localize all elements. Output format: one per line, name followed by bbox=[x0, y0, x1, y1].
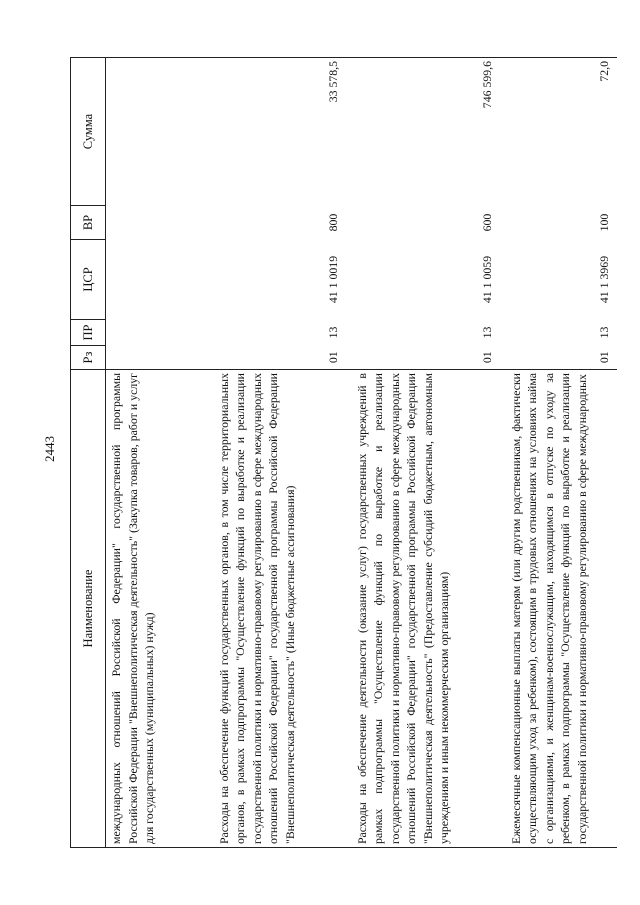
rotated-table-container bbox=[70, 58, 618, 848]
row-name: Ежемесячные компенсационные выплаты матерям (или другим родственникам, фактически осуществляющим уход за ребенком), состоящим в трудовых отношениях на условиях найма с организациями, и женщинам-военнослужащим, находящимся в отпуске по уходу за ребенком, в рамках подпрограммы "Осуществление функций по выработке и реализации государственной политики и нормативно-правовому регулированию в сфере международных bbox=[500, 370, 617, 848]
table-row bbox=[208, 58, 346, 848]
row-rz bbox=[106, 346, 208, 370]
header-csr: ЦСР bbox=[71, 240, 106, 320]
row-rz: 01 bbox=[325, 351, 340, 364]
row-vr: 600 bbox=[479, 213, 494, 232]
table-row bbox=[106, 58, 208, 848]
budget-table bbox=[70, 57, 617, 848]
row-pr: 13 bbox=[325, 326, 340, 339]
row-pr: 13 bbox=[479, 326, 494, 339]
header-sum: Сумма bbox=[71, 58, 106, 206]
header-vr: ВР bbox=[71, 206, 106, 240]
row-name: международных отношений Российской Федерации" государственной программы Российской Федерации "Внешнеполитическая деятельность" (Закупка товаров, работ и услуг для государственных (муниципальных) нужд) bbox=[106, 370, 208, 848]
row-rz: 01 bbox=[479, 351, 494, 364]
row-csr: 41 1 0019 bbox=[325, 255, 340, 304]
table-header bbox=[71, 58, 106, 848]
page-number: 2443 bbox=[42, 436, 57, 462]
header-name: Наименование bbox=[71, 370, 106, 848]
table-row bbox=[500, 58, 617, 848]
row-sum: 33 578,5 bbox=[208, 58, 346, 206]
table-row bbox=[346, 58, 500, 848]
row-name: Расходы на обеспечение функций государственных органов, в том числе территориальных органов, в рамках подпрограммы "Осуществление функций по выработке и реализации государственной политики и нормативно-правовому регулированию в сфере международных отношений Российской Федерации" государственной программы Российской Федерации "Внешнеполитическая деятельность" (Иные бюджетные ассигнования) bbox=[208, 370, 346, 848]
header-pr: ПР bbox=[71, 320, 106, 346]
row-sum: 746 599,6 bbox=[346, 58, 500, 206]
row-vr: 100 bbox=[596, 213, 611, 232]
row-name: Расходы на обеспечение деятельности (оказание услуг) государственных учреждений в рамках подпрограммы "Осуществление функций по выработке и реализации государственной политики и нормативно-правовому регулированию в сфере международных отношений Российской Федерации" государственной программы Российской Федерации "Внешнеполитическая деятельность" (Предоставление субсидий бюджетным, автономным учреждениям и иным некоммерческим организациям) bbox=[346, 370, 500, 848]
row-csr bbox=[106, 240, 208, 320]
row-vr: 800 bbox=[325, 213, 340, 232]
row-csr: 41 1 0059 bbox=[479, 255, 494, 304]
row-pr: 13 bbox=[596, 326, 611, 339]
row-pr bbox=[106, 320, 208, 346]
row-vr bbox=[106, 206, 208, 240]
row-sum bbox=[106, 58, 208, 206]
row-csr: 41 1 3969 bbox=[596, 255, 611, 304]
row-sum: 72,0 bbox=[500, 58, 617, 206]
header-rz: Рз bbox=[71, 346, 106, 370]
row-rz: 01 bbox=[596, 351, 611, 364]
